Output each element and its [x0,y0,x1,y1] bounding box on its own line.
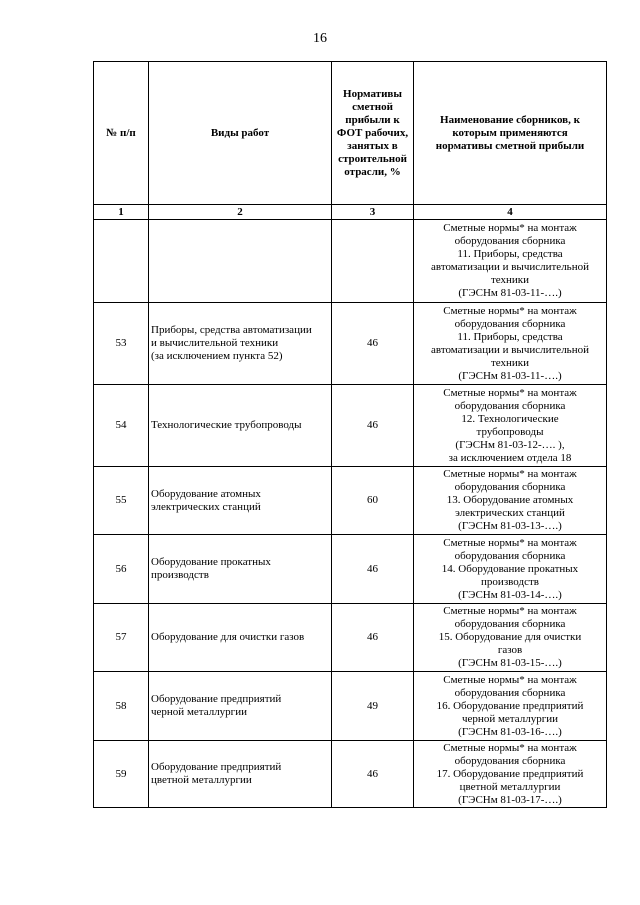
row-collection [414,741,607,808]
row-collection [414,535,607,604]
collection-line: электрических станций [455,507,565,519]
collection-line: за исключением отдела 18 [448,451,572,464]
collection-line: оборудования сборника [454,686,566,699]
collection-line: (ГЭСНм 81-03-12-…. ), [455,438,565,451]
norms-table [93,61,607,808]
table-row [94,604,607,672]
row-work-type [149,741,332,808]
row-number [94,220,149,303]
row-percent [332,220,414,303]
row-number: 54 [94,385,149,467]
collection-line: черной металлургии [462,712,558,725]
column-number: 3 [332,205,414,220]
work-line: Оборудование предприятий [151,693,282,705]
work-line: (за исключением пункта 52) [151,350,283,362]
row-number: 59 [94,741,149,808]
row-work-type [149,535,332,604]
collection-line: Сметные нормы* на монтаж [443,605,577,617]
collection-line: 17. Оборудование предприятий [436,767,584,780]
work-line: Оборудование прокатных [151,556,271,568]
row-work-type [149,672,332,741]
table-row [94,385,607,467]
collection-line: оборудования сборника [454,399,566,412]
header-line: ФОТ рабочих, [336,126,409,139]
header-line: строительной [338,152,407,165]
header-work-types: Виды работ [149,62,332,205]
collection-line: (ГЭСНм 81-03-14-….) [458,588,562,601]
row-number: 53 [94,303,149,385]
collection-line: автоматизации и вычислительной [431,261,589,273]
row-work-type [149,467,332,535]
collection-line: оборудования сборника [454,618,566,630]
row-collection [414,672,607,741]
collection-line: автоматизации и вычислительной [431,343,589,356]
table-row [94,467,607,535]
collection-line: оборудования сборника [454,235,566,247]
row-number: 58 [94,672,149,741]
collection-line: техники [490,356,530,369]
collection-line: Сметные нормы* на монтаж [443,673,577,686]
collection-line: производств [481,575,539,588]
table-row [94,220,607,303]
collection-line: 16. Оборудование предприятий [436,699,584,712]
collection-line: 14. Оборудование прокатных [441,562,579,575]
collection-line: оборудования сборника [454,754,566,767]
page-number: 16 [313,31,327,46]
column-number: 4 [414,205,607,220]
collection-line: 11. Приборы, средства [457,330,563,343]
collection-line: 11. Приборы, средства [457,248,563,260]
row-work-type [149,220,332,303]
collection-line: Сметные нормы* на монтаж [443,304,577,317]
work-line: Приборы, средства автоматизации [151,324,312,336]
collection-line: 13. Оборудование атомных [446,494,574,506]
collection-line: Сметные нормы* на монтаж [443,222,577,234]
row-collection [414,220,607,303]
collection-line: (ГЭСНм 81-03-16-….) [458,725,562,738]
row-number: 56 [94,535,149,604]
column-number: 1 [94,205,149,220]
work-line: Технологические трубопроводы [151,419,302,431]
row-work-type [149,303,332,385]
collection-line: (ГЭСНм 81-03-15-….) [458,657,562,669]
collection-line: Сметные нормы* на монтаж [443,468,577,480]
row-percent: 49 [332,672,414,741]
work-line: Оборудование для очистки газов [151,631,305,643]
header-line: Нормативы [343,87,402,100]
column-number-row [94,205,607,220]
work-line: цветной металлургии [151,774,252,786]
header-line: сметной [352,100,393,113]
row-number: 57 [94,604,149,672]
header-line: которым применяются [452,126,568,139]
header-line: прибыли к [345,113,400,126]
row-number: 55 [94,467,149,535]
collection-line: (ГЭСНм 81-03-11-….) [458,287,562,299]
collection-line: Сметные нормы* на монтаж [443,386,577,399]
collection-line: оборудования сборника [454,549,566,562]
row-work-type [149,604,332,672]
row-percent: 46 [332,604,414,672]
header-line: нормативы сметной прибыли [435,139,585,152]
row-collection [414,604,607,672]
table-row [94,672,607,741]
table-header-row [94,62,607,205]
row-work-type [149,385,332,467]
header-collections [414,62,607,205]
column-number: 2 [149,205,332,220]
header-line: занятых в [347,139,398,152]
row-collection [414,467,607,535]
collection-line: (ГЭСНм 81-03-17-….) [458,793,562,806]
row-percent: 46 [332,385,414,467]
collection-line: трубопроводы [476,425,544,438]
work-line: электрических станций [151,500,261,513]
work-line: черной металлургии [151,706,247,718]
collection-line: 12. Технологические [461,412,559,425]
collection-line: 15. Оборудование для очистки [438,631,582,643]
collection-line: техники [490,274,530,286]
header-line: отрасли, % [344,165,401,178]
collection-line: Сметные нормы* на монтаж [443,741,577,754]
collection-line: оборудования сборника [454,481,566,493]
work-line: производств [151,569,209,581]
table-row [94,741,607,808]
collection-line: оборудования сборника [454,317,566,330]
collection-line: газов [497,644,523,656]
row-percent: 46 [332,303,414,385]
table-row [94,303,607,385]
collection-line: (ГЭСНм 81-03-11-….) [458,369,562,382]
header-line: Наименование сборников, к [440,113,580,126]
work-line: Оборудование атомных [151,487,261,500]
row-percent: 60 [332,467,414,535]
collection-line: Сметные нормы* на монтаж [443,536,577,549]
header-profit-norms [332,62,414,205]
work-line: Оборудование предприятий [151,761,282,773]
row-collection [414,385,607,467]
table-row [94,535,607,604]
row-percent: 46 [332,741,414,808]
header-number: № п/п [94,62,149,205]
collection-line: цветной металлургии [459,780,561,793]
row-percent: 46 [332,535,414,604]
row-collection [414,303,607,385]
work-line: и вычислительной техники [151,337,279,349]
collection-line: (ГЭСНм 81-03-13-….) [458,520,562,532]
